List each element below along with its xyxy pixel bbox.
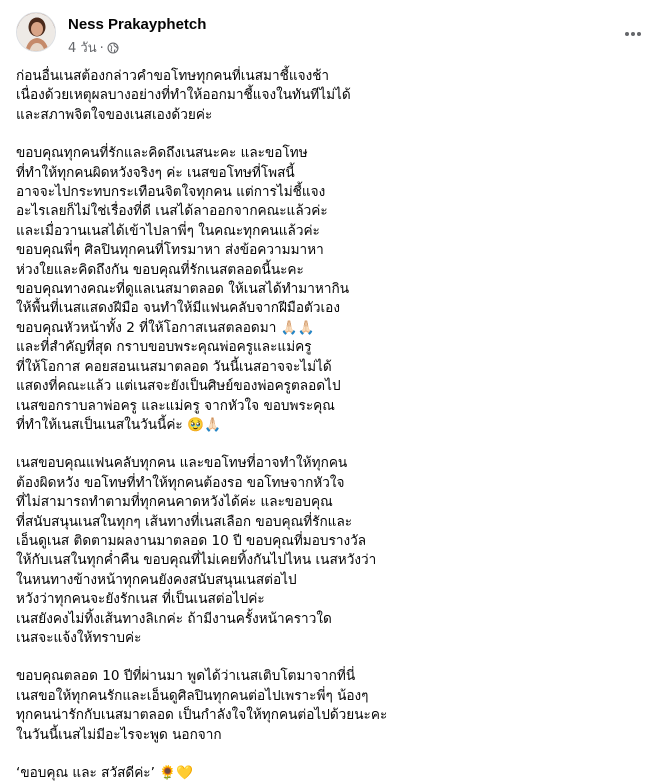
text-line: ขอบคุณพี่ๆ ศิลปินทุกคนที่โทรมาหา ส่งข้อความมาหา <box>16 242 324 259</box>
text-line: เนสขอให้ทุกคนรักและเอ็นดูศิลปินทุกคนต่อไปเพราะพี่ๆ น้องๆ <box>16 687 369 704</box>
text-line: ให้พื้นที่เนสแสดงฝีมือ จนทำให้มีแฟนคลับจากฝีมือตัวเอง <box>16 300 340 317</box>
text-line: ในวันนี้เนสไม่มีอะไรจะพูด นอกจาก <box>16 726 222 743</box>
post-paragraph-1 <box>16 67 646 125</box>
text-line: ที่ไม่สามารถทำตามที่ทุกคนคาดหวังได้ค่ะ และขอบคุณ <box>16 494 333 511</box>
post-paragraph-2 <box>16 144 646 435</box>
text-line: อาจจะไปกระทบกระเทือนจิตใจทุกคน แต่การไม่ชี้แจง <box>16 184 326 201</box>
more-horizontal-icon <box>623 24 643 44</box>
avatar-portrait-icon <box>17 13 56 52</box>
text-line: ขอบคุณทุกคนที่รักและคิดถึงเนสนะคะ และขอโทษ <box>16 145 308 162</box>
post-paragraph-4 <box>16 667 646 745</box>
globe-icon[interactable] <box>107 42 119 58</box>
author-name[interactable]: Ness Prakayphetch <box>68 16 207 33</box>
text-line: ที่สนับสนุนเนสในทุกๆ เส้นทางที่เนสเลือก ขอบคุณที่รักและ <box>16 513 353 530</box>
text-line: ขอบคุณหัวหน้าทั้ง 2 ที่ให้โอกาสเนสตลอดมา 🙏🏻🙏🏻 <box>16 319 315 336</box>
post-text <box>16 67 646 783</box>
text-line: ต้องผิดหวัง ขอโทษที่ทำให้ทุกคนต้องรอ ขอโทษจากหัวใจ <box>16 474 345 491</box>
text-line: ที่ทำให้ทุกคนผิดหวังจริงๆ ค่ะ เนสขอโทษที่โพสนี้ <box>16 164 295 181</box>
post-meta <box>68 37 119 58</box>
text-line: ในหนทางข้างหน้าทุกคนยังคงสนับสนุนเนสต่อไป <box>16 571 297 588</box>
text-line: ขอบคุณตลอด 10 ปีที่ผ่านมา พูดได้ว่าเนสเติบโตมาจากที่นี่ <box>16 668 356 685</box>
text-line: ที่ให้โอกาส คอยสอนเนสมาตลอด วันนี้เนสอาจจะไม่ได้ <box>16 358 332 375</box>
text-line: เนื่องด้วยเหตุผลบางอย่างที่ทำให้ออกมาชี้แจงในทันทีไม่ได้ <box>16 87 351 104</box>
post-header <box>16 12 651 56</box>
post-time[interactable]: 4 วัน <box>68 41 97 56</box>
text-line: ขอบคุณทางคณะที่ดูแลเนสมาตลอด ให้เนสได้ทำมาหากิน <box>16 281 350 298</box>
more-options-button[interactable] <box>615 16 651 52</box>
text-line: และที่สำคัญที่สุด กราบขอบพระคุณพ่อครูและแม่ครู <box>16 339 312 356</box>
text-line: ให้กับเนสในทุกค่ำคืน ขอบคุณที่ไม่เคยทิ้งกันไปไหน เนสหวังว่า <box>16 552 377 569</box>
text-line: ทุกคนน่ารักกับเนสมาตลอด เป็นกำลังใจให้ทุกคนต่อไปด้วยนะคะ <box>16 707 388 724</box>
text-line: เนสจะแจ้งให้ทราบค่ะ <box>16 629 142 646</box>
meta-separator: · <box>99 41 104 56</box>
text-line: อะไรเลยก็ไม่ใช่เรื่องที่ดี เนสได้ลาออกจากคณะแล้วค่ะ <box>16 203 328 220</box>
text-line: และเมื่อวานเนสได้เข้าไปลาพี่ๆ ในคณะทุกคนแล้วค่ะ <box>16 222 320 239</box>
text-line: แสดงที่คณะแล้ว แต่เนสจะยังเป็นศิษย์ของพ่อครูตลอดไป <box>16 378 341 395</box>
text-line: ห่วงใยและคิดถึงกัน ขอบคุณที่รักเนสตลอดนี้นะคะ <box>16 261 304 278</box>
text-line: และสภาพจิตใจของเนสเองด้วยค่ะ <box>16 106 213 123</box>
text-line: หวังว่าทุกคนจะยังรักเนส ที่เป็นเนสต่อไปค่ะ <box>16 591 265 608</box>
text-line: ก่อนอื่นเนสต้องกล่าวคำขอโทษทุกคนที่เนสมาชี้แจงช้า <box>16 68 330 84</box>
author-avatar[interactable] <box>16 12 56 52</box>
text-line: เนสขอบคุณแฟนคลับทุกคน และขอโทษที่อาจทำให้ทุกคน <box>16 455 348 472</box>
post-paragraph-5 <box>16 764 646 783</box>
text-line: เอ็นดูเนส ติดตามผลงานมาตลอด 10 ปี ขอบคุณที่มอบรางวัล <box>16 532 367 549</box>
text-line: เนสขอกราบลาพ่อครู และแม่ครู จากหัวใจ ขอบพระคุณ <box>16 397 335 414</box>
post-paragraph-3 <box>16 454 646 648</box>
text-line: ที่ทำให้เนสเป็นเนสในวันนี้ค่ะ 🥹🙏🏻 <box>16 416 221 433</box>
text-line: เนสยังคงไม่ทิ้งเส้นทางลิเกค่ะ ถ้ามีงานครั้งหน้าคราวใด <box>16 610 332 627</box>
text-line: ‘ขอบคุณ และ สวัสดีค่ะ’ 🌻💛 <box>16 765 194 781</box>
